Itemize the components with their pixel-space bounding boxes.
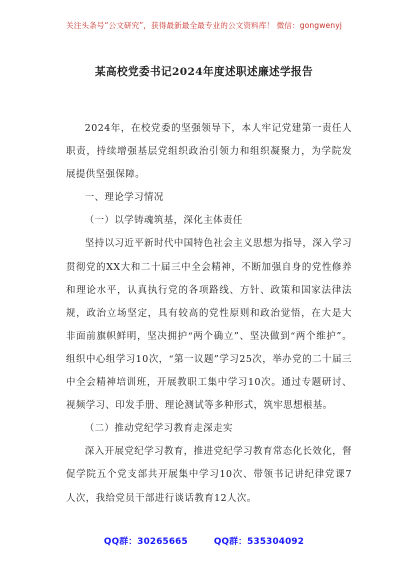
subsection-heading-2: （二）推动党纪学习教育走深走实 [84, 423, 233, 435]
body-paragraph-1: 坚持以习近平新时代中国特色社会主义思想为指导，深入学习贯彻党的XX大和二十届三中全会精神，不断加强自身的党性修养和理论水平，认真执行党的各项路线、方针、政策和国家法律法规，政治立场坚定，具有较高的党性原则和政治觉悟，在大是大非面前旗帜鲜明，坚决拥护“两个确立”、坚决做到“两个维护”。组织中心组学习10次，“第一议题”学习25次，举办党的二十届三中全会精神培训班，开展教职工集中学习10次。通过专题研讨、视频学习、印发手册、理论测试等多种形式，筑牢思想根基。 [66, 238, 352, 412]
subsection-heading-1: （一）以学铸魂筑基，深化主体责任 [84, 215, 243, 227]
intro-paragraph: 2024年，在校党委的坚强领导下，本人牢记党建第一责任人职责，持续增强基层党组织政治引领力和组织凝聚力，为学院发展提供坚强保障。 [66, 123, 352, 181]
document-title: 某高校党委书记2024年度述职述廉述学报告 [95, 66, 313, 78]
body-paragraph-2: 深入开展党纪学习教育，推进党纪学习教育常态化长效化，督促学院五个党支部共开展集中学习10次、带领书记讲纪律党课7人次，我给党员干部进行谈话教育12人次。 [66, 446, 352, 504]
document-body [66, 117, 352, 510]
qq-group-1: QQ群：30265665 [103, 537, 188, 547]
qq-group-2: QQ群：535304092 [213, 537, 305, 547]
footer-qq-groups [0, 534, 408, 547]
header-banner: 关注头条号“公文研究”，获得最新最全最专业的公文资料库！ 微信：gongwenyj [66, 21, 342, 30]
section-heading-theory-study: 一、理论学习情况 [84, 192, 164, 204]
